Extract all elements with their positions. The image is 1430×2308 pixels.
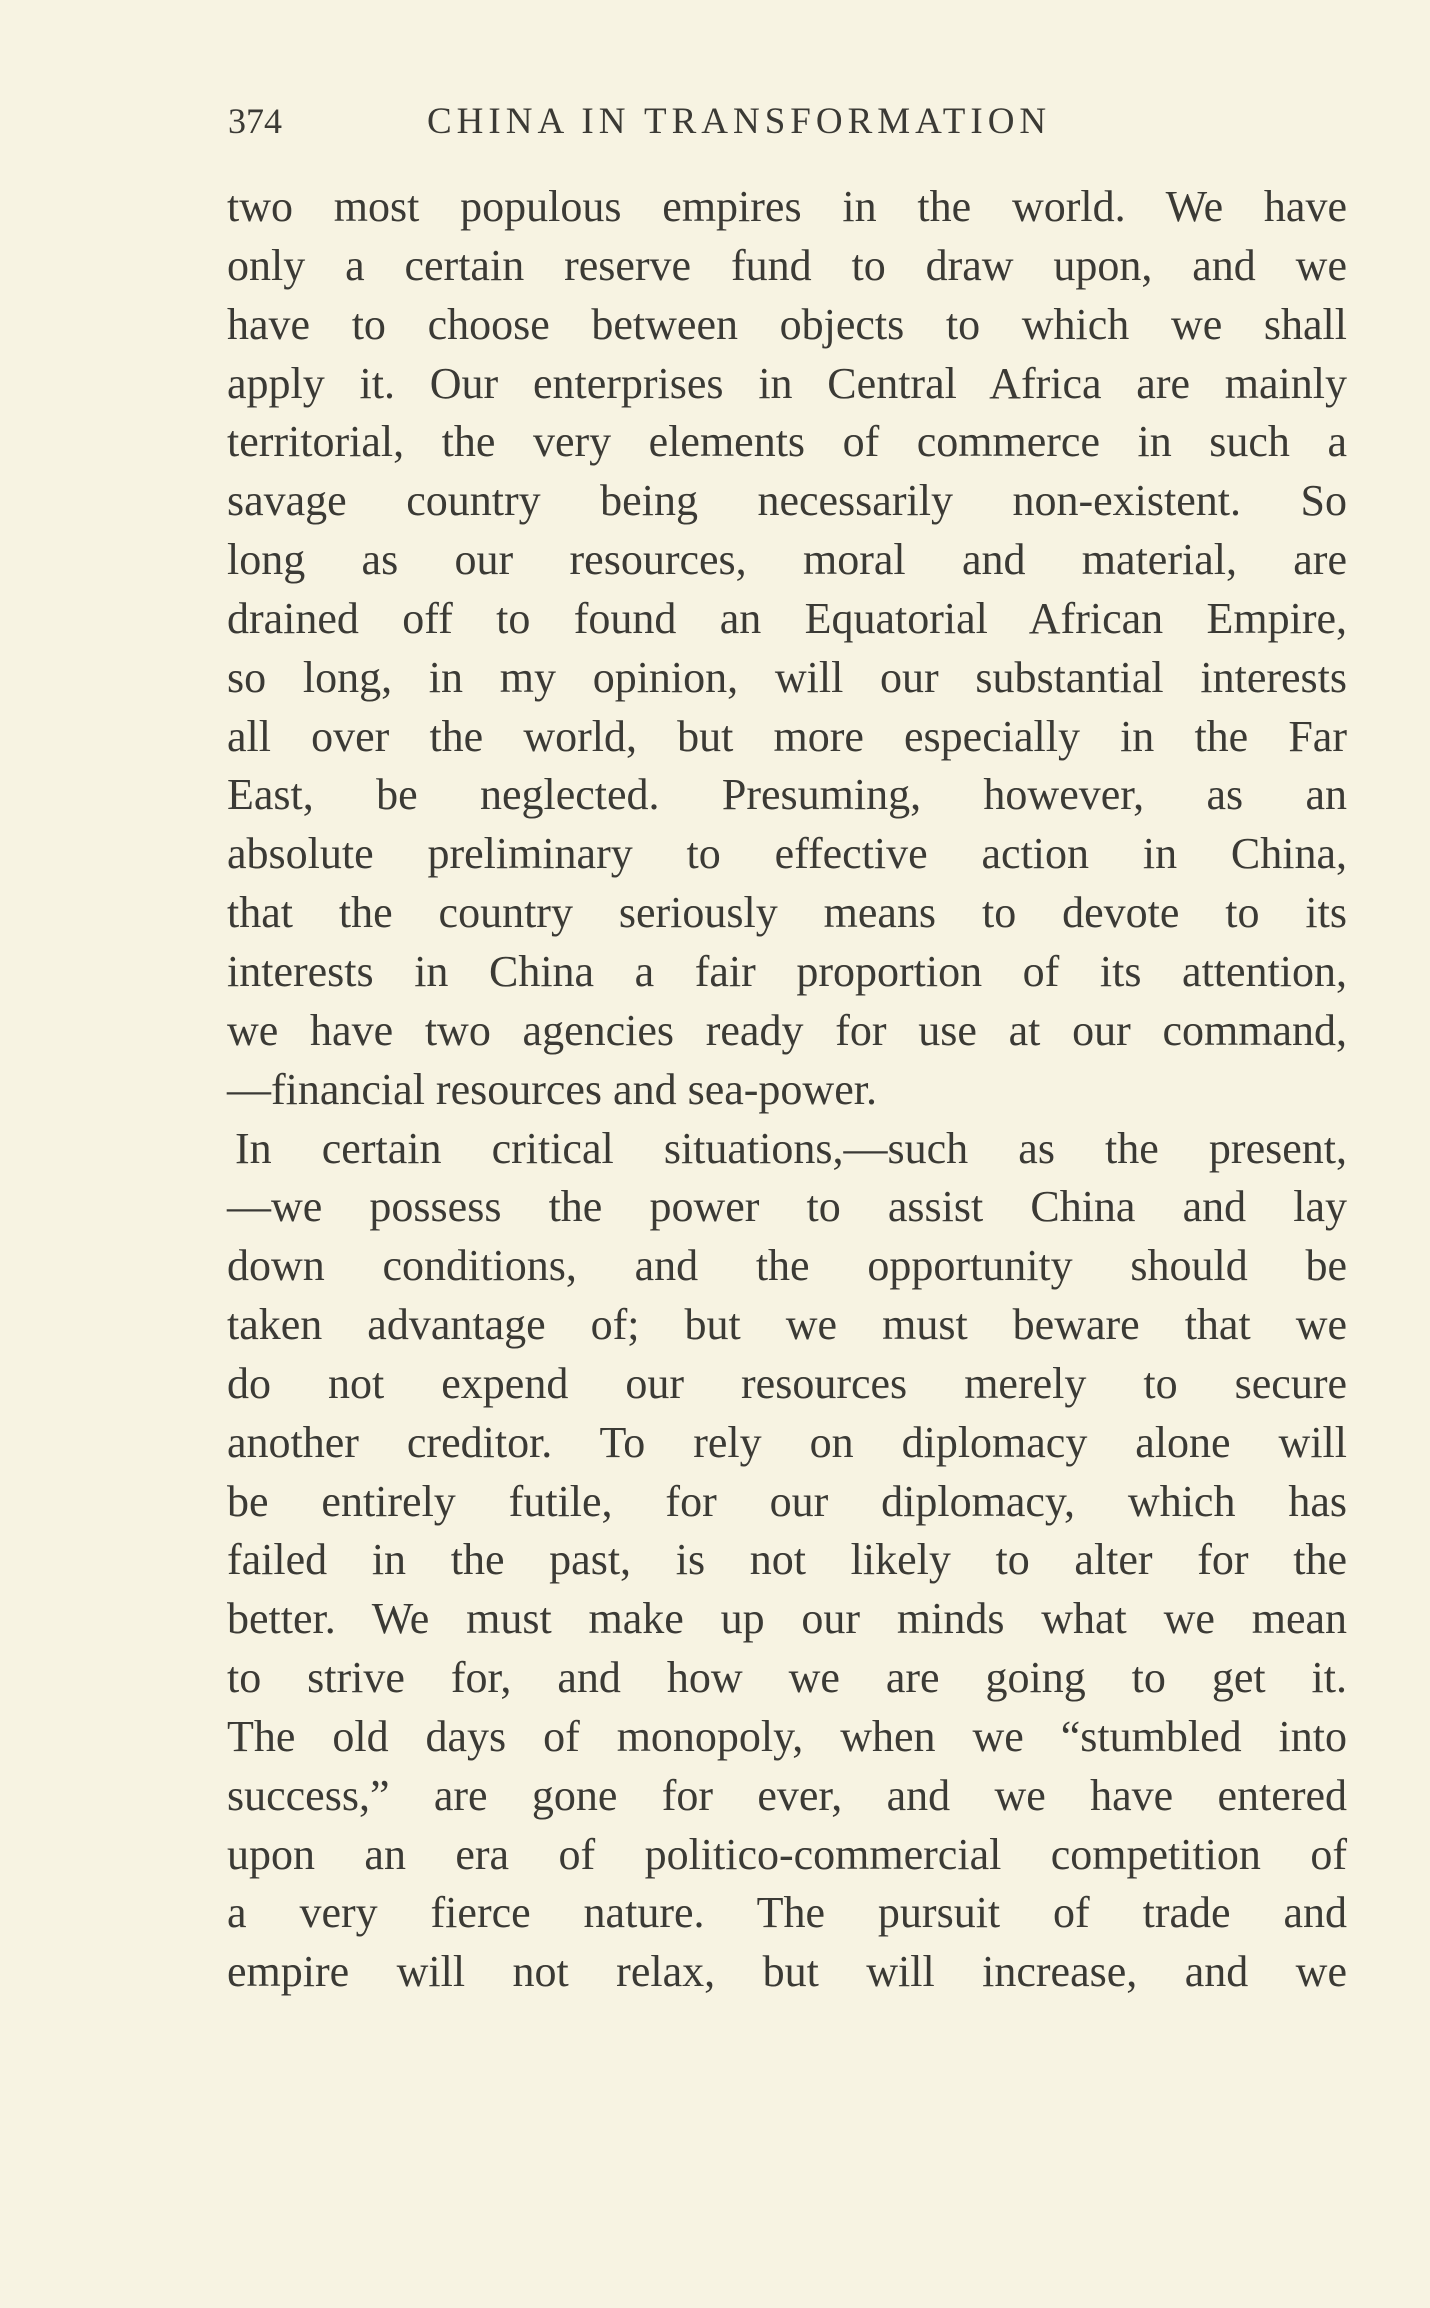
text-line: another creditor. To rely on diplomacy alone will	[227, 1417, 1347, 1467]
text-line: down conditions, and the opportunity should be	[227, 1241, 1347, 1291]
body-text	[227, 178, 1347, 2002]
text-line: so long, in my opinion, will our substantial interests	[227, 652, 1347, 702]
running-title: CHINA IN TRANSFORMATION	[427, 101, 1052, 142]
text-line: savage country being necessarily non-existent. So	[227, 476, 1347, 526]
text-line: that the country seriously means to devote to its	[227, 888, 1347, 938]
text-line: —we possess the power to assist China and lay	[227, 1182, 1347, 1232]
text-line: upon an era of politico-commercial competition of	[227, 1829, 1347, 1879]
text-line: failed in the past, is not likely to alter for the	[227, 1535, 1347, 1585]
text-line: East, be neglected. Presuming, however, as an	[227, 770, 1347, 820]
text-line: absolute preliminary to effective action in China,	[227, 829, 1347, 879]
text-line: success,” are gone for ever, and we have entered	[227, 1770, 1347, 1820]
text-line: all over the world, but more especially in the Far	[227, 711, 1347, 761]
text-line: drained off to found an Equatorial African Empire,	[227, 593, 1347, 643]
text-line: territorial, the very elements of commerce in such a	[227, 417, 1347, 467]
text-line: empire will not relax, but will increase, and we	[227, 1947, 1347, 1997]
text-line: The old days of monopoly, when we “stumbled into	[227, 1711, 1347, 1761]
text-line: do not expend our resources merely to secure	[227, 1358, 1347, 1408]
text-line: taken advantage of; but we must beware that we	[227, 1300, 1347, 1350]
text-line: long as our resources, moral and material, are	[227, 535, 1347, 585]
text-line: apply it. Our enterprises in Central Africa are mainly	[227, 358, 1347, 408]
text-line: —financial resources and sea-power.	[227, 1064, 877, 1114]
text-line: only a certain reserve fund to draw upon, and we	[227, 240, 1347, 290]
text-line: to strive for, and how we are going to get it.	[227, 1653, 1347, 1703]
page-number: 374	[228, 101, 282, 141]
text-line: we have two agencies ready for use at our command,	[227, 1005, 1347, 1055]
text-line: be entirely futile, for our diplomacy, which has	[227, 1476, 1347, 1526]
text-line: interests in China a fair proportion of its attention,	[227, 946, 1347, 996]
text-line: have to choose between objects to which we shall	[227, 299, 1347, 349]
text-line: In certain critical situations,—such as the present,	[235, 1123, 1347, 1173]
text-line: better. We must make up our minds what we mean	[227, 1594, 1347, 1644]
text-line: a very fierce nature. The pursuit of trade and	[227, 1888, 1347, 1938]
text-line: two most populous empires in the world. We have	[227, 182, 1347, 231]
